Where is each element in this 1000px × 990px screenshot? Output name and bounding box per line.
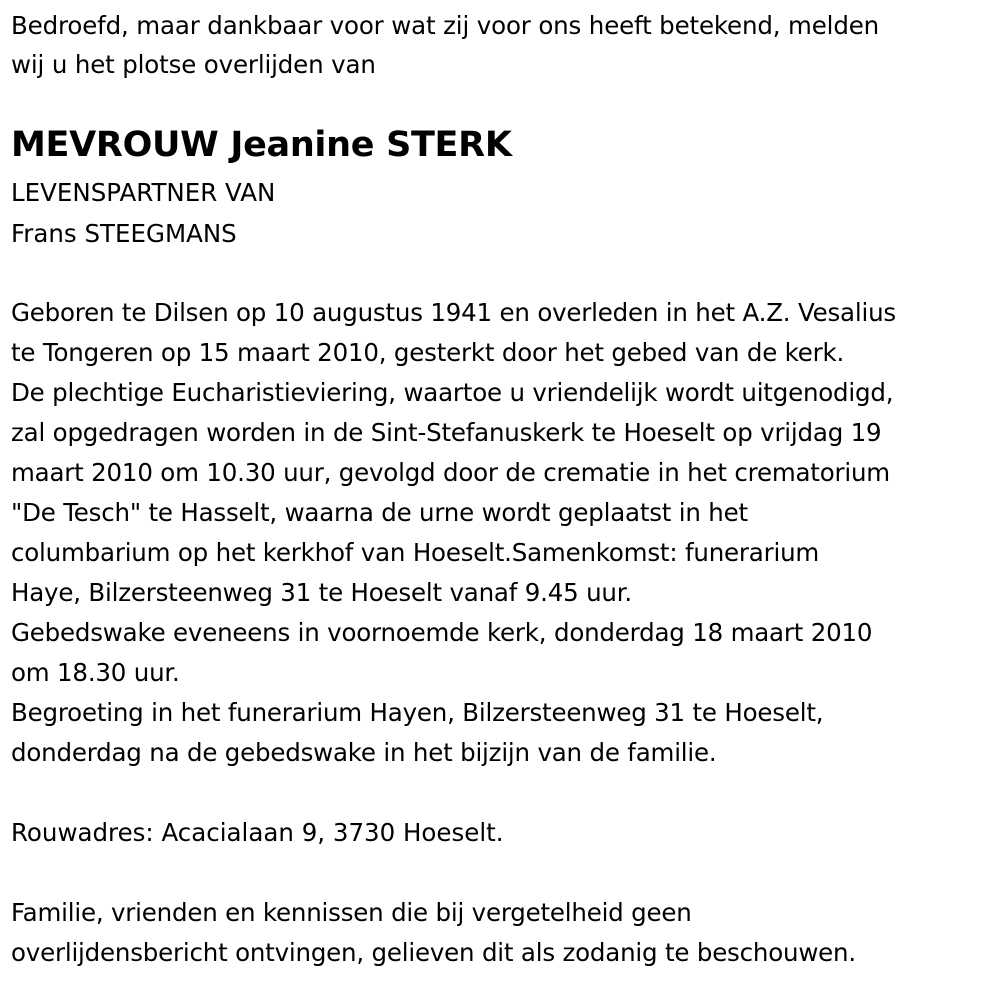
details-line: columbarium op het kerkhof van Hoeselt.Samenkomst: funerarium — [11, 538, 820, 567]
details-line: om 18.30 uur. — [11, 658, 180, 687]
details-line: "De Tesch" te Hasselt, waarna de urne wordt geplaatst in het — [11, 498, 748, 527]
closing-line: Familie, vrienden en kennissen die bij vergetelheid geen — [11, 898, 692, 927]
relation-label: LEVENSPARTNER VAN — [11, 178, 276, 207]
funeral-details — [11, 293, 996, 773]
details-line: Geboren te Dilsen op 10 augustus 1941 en overleden in het A.Z. Vesalius — [11, 298, 896, 327]
details-line: donderdag na de gebedswake in het bijzijn van de familie. — [11, 738, 717, 767]
mourning-address: Rouwadres: Acacialaan 9, 3730 Hoeselt. — [11, 818, 504, 847]
closing-line: overlijdensbericht ontvingen, gelieven dit als zodanig te beschouwen. — [11, 938, 856, 967]
details-line: Begroeting in het funerarium Hayen, Bilzersteenweg 31 te Hoeselt, — [11, 698, 824, 727]
intro-text — [11, 6, 991, 84]
details-line: De plechtige Eucharistieviering, waartoe u vriendelijk wordt uitgenodigd, — [11, 378, 894, 407]
intro-line: Bedroefd, maar dankbaar voor wat zij voor ons heeft betekend, melden — [11, 11, 880, 40]
details-line: Haye, Bilzersteenweg 31 te Hoeselt vanaf 9.45 uur. — [11, 578, 632, 607]
closing-note — [11, 893, 856, 973]
intro-line: wij u het plotse overlijden van — [11, 50, 376, 79]
deceased-name: MEVROUW Jeanine STERK — [11, 125, 512, 165]
partner-name: Frans STEEGMANS — [11, 219, 237, 248]
details-line: Gebedswake eveneens in voornoemde kerk, donderdag 18 maart 2010 — [11, 618, 873, 647]
details-line: te Tongeren op 15 maart 2010, gesterkt door het gebed van de kerk. — [11, 338, 845, 367]
details-line: zal opgedragen worden in de Sint-Stefanuskerk te Hoeselt op vrijdag 19 — [11, 418, 882, 447]
details-line: maart 2010 om 10.30 uur, gevolgd door de crematie in het crematorium — [11, 458, 890, 487]
partner-block — [11, 172, 275, 254]
